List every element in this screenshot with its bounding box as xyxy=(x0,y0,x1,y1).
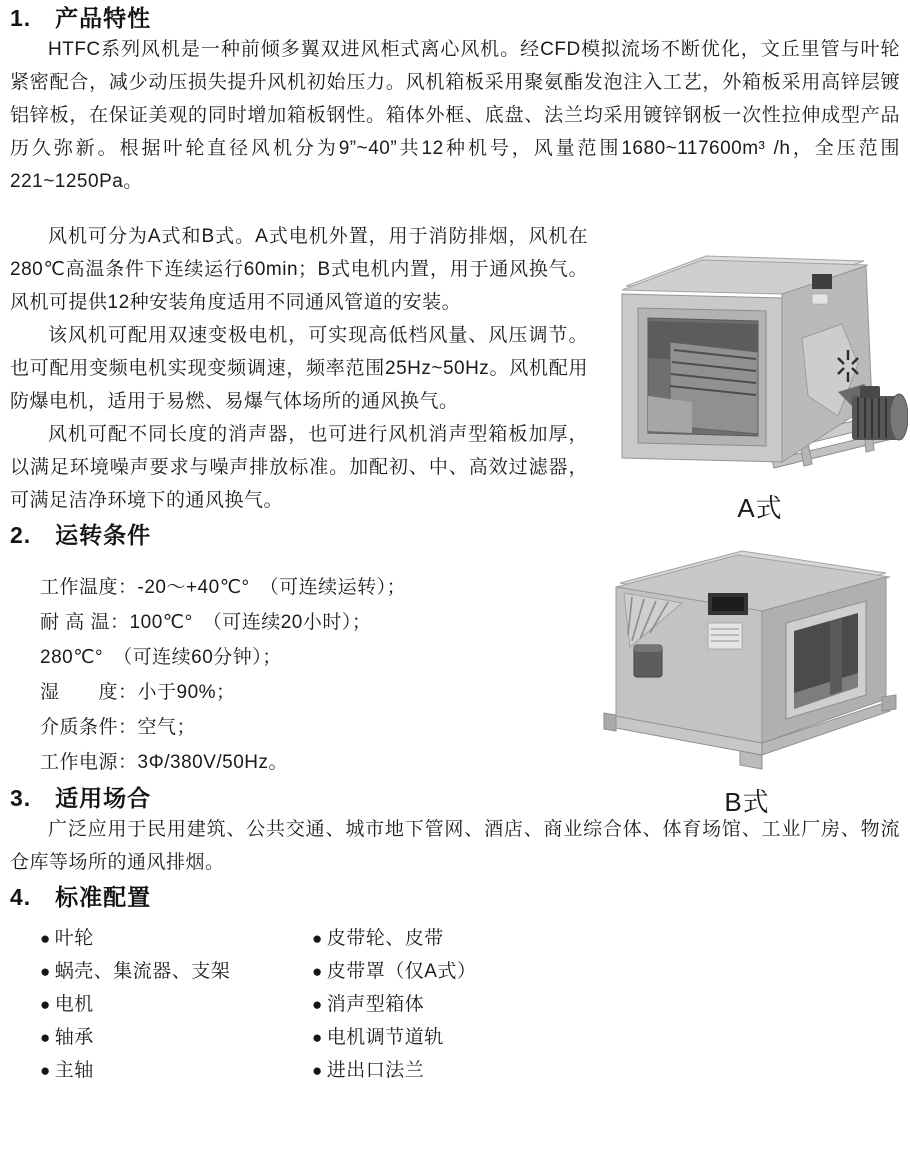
config-item xyxy=(312,1054,900,1087)
bullet-icon: ● xyxy=(312,1061,323,1080)
config-item xyxy=(312,955,900,988)
bullet-icon: ● xyxy=(312,962,323,981)
bullet-icon: ● xyxy=(312,929,323,948)
config-item xyxy=(40,955,312,988)
condition-item: 介质条件：空气； xyxy=(40,717,197,738)
config-item-label: 皮带罩（仅A式） xyxy=(326,961,477,982)
fan-type-b-photo xyxy=(590,543,904,778)
fan-type-b-figure xyxy=(590,543,904,819)
standard-config-list xyxy=(40,922,900,1087)
config-item xyxy=(312,922,900,955)
condition-item: 280℃° （可连续60分钟）； xyxy=(40,647,282,668)
config-item-label: 蜗壳、集流器、支架 xyxy=(54,961,231,982)
bullet-icon: ● xyxy=(40,1028,51,1047)
config-item-label: 主轴 xyxy=(54,1060,94,1081)
config-item-label: 电机 xyxy=(54,994,94,1015)
fan-type-a-figure xyxy=(612,246,908,525)
config-item xyxy=(40,988,312,1021)
fan-type-a-photo xyxy=(612,246,908,478)
condition-item: 湿 度：小于90%； xyxy=(40,682,236,703)
condition-item: 工作电源：3Φ/380V/50Hz。 xyxy=(40,752,289,773)
config-item-label: 皮带轮、皮带 xyxy=(326,928,444,949)
config-item xyxy=(40,1054,312,1087)
bullet-icon: ● xyxy=(40,1061,51,1080)
condition-item: 工作温度：-20～+40℃° （可连续运转）； xyxy=(40,577,407,598)
fan-type-b-caption: B式 xyxy=(724,787,770,817)
fan-type-a-caption: A式 xyxy=(737,493,783,523)
config-item xyxy=(40,1021,312,1054)
section1-paragraph-3: 该风机可配用双速变极电机，可实现高低档风量、风压调节。也可配用变频电机实现变频调速，频率范围25Hz~50Hz。风机配用防爆电机，适用于易燃、易爆气体场所的通风换气。 xyxy=(10,325,588,412)
section3-paragraph: 广泛应用于民用建筑、公共交通、城市地下管网、酒店、商业综合体、体育场馆、工业厂房、物流仓库等场所的通风排烟。 xyxy=(10,819,900,873)
config-item-label: 进出口法兰 xyxy=(326,1060,425,1081)
config-item-label: 电机调节道轨 xyxy=(326,1027,444,1048)
config-item xyxy=(312,988,900,1021)
section1-left-column xyxy=(10,220,588,517)
config-item xyxy=(40,922,312,955)
section4-heading: 4. 标准配置 xyxy=(10,884,152,910)
config-item-label: 轴承 xyxy=(54,1027,94,1048)
section3-heading: 3. 适用场合 xyxy=(10,785,152,811)
bullet-icon: ● xyxy=(312,1028,323,1047)
section2-heading: 2. 运转条件 xyxy=(10,522,152,548)
bullet-icon: ● xyxy=(40,929,51,948)
bullet-icon: ● xyxy=(40,995,51,1014)
config-item-label: 消声型箱体 xyxy=(326,994,425,1015)
section1-paragraph-1: HTFC系列风机是一种前倾多翼双进风柜式离心风机。经CFD模拟流场不断优化，文丘里管与叶轮紧密配合，减少动压损失提升风机初始压力。风机箱板采用聚氨酯发泡注入工艺，外箱板采用高锌层镀铝锌板，在保证美观的同时增加箱板钢性。箱体外框、底盘、法兰均采用镀锌钢板一次性拉伸成型产品历久弥新。根据叶轮直径风机分为9”~40”共12种机号，风量范围1680~117600m³ /h，全压范围221~1250Pa。 xyxy=(10,39,900,192)
bullet-icon: ● xyxy=(312,995,323,1014)
section1-paragraph-2: 风机可分为A式和B式。A式电机外置，用于消防排烟，风机在280℃高温条件下连续运行60min；B式电机内置，用于通风换气。风机可提供12种安装角度适用不同通风管道的安装。 xyxy=(10,226,588,313)
config-item xyxy=(312,1021,900,1054)
config-item-label: 叶轮 xyxy=(54,928,94,949)
bullet-icon: ● xyxy=(40,962,51,981)
section1-heading: 1. 产品特性 xyxy=(10,5,152,31)
section1-paragraph-4: 风机可配不同长度的消声器，也可进行风机消声型箱板加厚，以满足环境噪声要求与噪声排放标准。加配初、中、高效过滤器，可满足洁净环境下的通风换气。 xyxy=(10,424,588,511)
condition-item: 耐 高 温：100℃° （可连续20小时）； xyxy=(40,612,372,633)
